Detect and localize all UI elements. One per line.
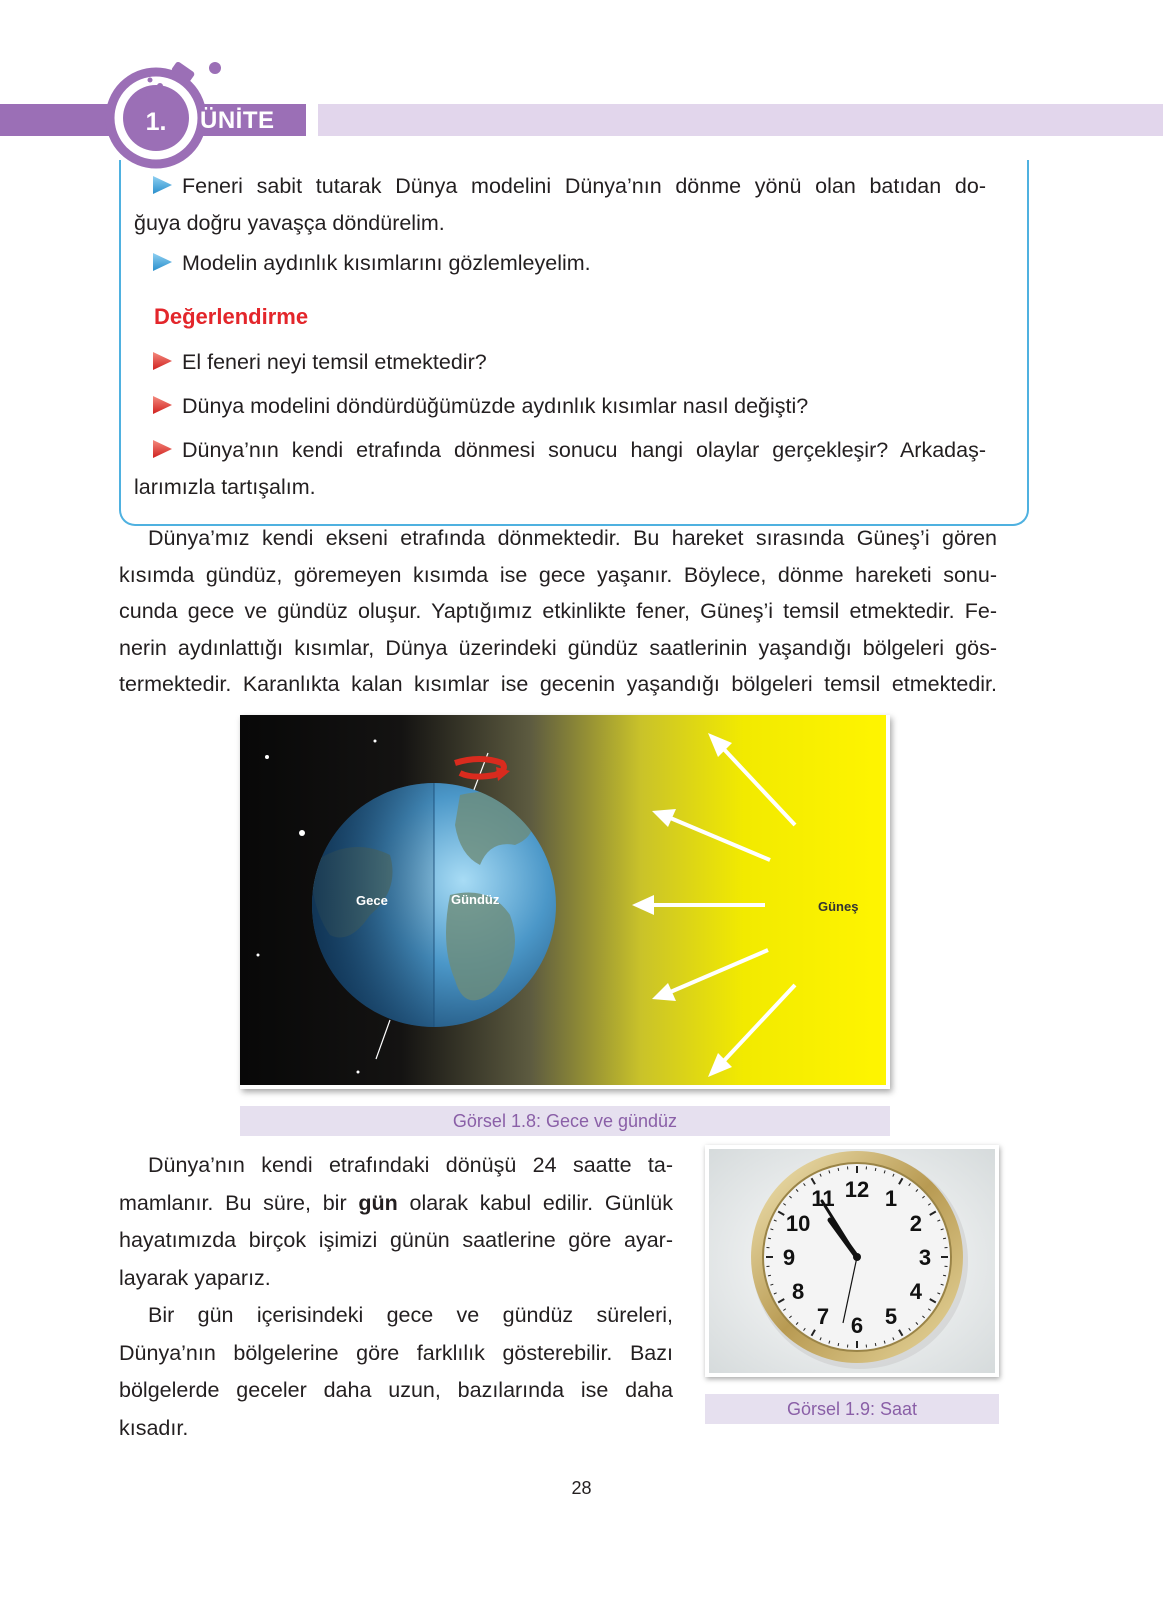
clock-number: 3 — [918, 1245, 932, 1270]
activity-step-1 — [134, 168, 986, 242]
clock-figure — [705, 1145, 999, 1377]
text-fragment: olarak kabul edilir. Günlük — [397, 1190, 673, 1215]
text-line: kısadır. — [119, 1415, 189, 1440]
day-label: Gündüz — [451, 892, 500, 907]
step-1-line-2: ğuya doğru yavaşça döndürelim. — [134, 211, 445, 235]
question-1-text: El feneri neyi temsil etmektedir? — [182, 350, 487, 374]
question-3-line-1: Dünya’nın kendi etrafında dönmesi sonucu hangi olaylar gerçekleşir? Arkadaş- — [182, 438, 986, 462]
evaluation-question-1 — [150, 344, 986, 381]
clock-number: 1 — [884, 1186, 898, 1212]
clock-number: 6 — [850, 1313, 864, 1338]
unit-header-band — [318, 104, 1163, 136]
body-line: termektedir. Karanlıkta kalan kısımlar ise gecenin yaşandığı bölgeleri temsil etmektedir. — [119, 672, 997, 696]
day-length-paragraph — [119, 1147, 673, 1447]
body-line: Dünya’mız kendi ekseni etrafında dönmektedir. Bu hareket sırasında Güneş’i gören — [148, 526, 997, 550]
figure-1-caption: Görsel 1.8: Gece ve gündüz — [240, 1106, 890, 1136]
clock-tick — [768, 1275, 771, 1276]
unit-label: ÜNİTE — [200, 107, 275, 134]
clock-number: 7 — [816, 1303, 830, 1329]
sun-label: Güneş — [818, 899, 859, 914]
text-line: bölgelerde geceler daha uzun, bazılarında ise daha — [119, 1378, 673, 1402]
clock-number: 2 — [909, 1211, 923, 1236]
clock-tick — [838, 1168, 839, 1171]
clock-tick — [943, 1238, 946, 1239]
clock-number: 11 — [811, 1186, 835, 1212]
bold-term-day: gün — [358, 1190, 398, 1215]
page-number: 28 — [571, 1478, 592, 1498]
activity-step-2 — [150, 245, 986, 282]
clock-number: 10 — [785, 1211, 811, 1236]
text-line: Bir gün içerisindeki gece ve gündüz süreleri, — [148, 1303, 673, 1327]
play-bullet-icon — [150, 350, 174, 372]
evaluation-question-3 — [134, 432, 986, 506]
clock-number: 9 — [782, 1245, 796, 1270]
body-line: cunda gece ve gündüz oluşur. Yaptığımız etkinlikte fener, Güneş’i temsil etmektedir. Fe- — [119, 599, 997, 623]
clock-tick — [943, 1275, 946, 1276]
evaluation-title: Değerlendirme — [154, 304, 309, 329]
clock-number: 4 — [909, 1279, 923, 1304]
body-line: nerin aydınlattığı kısımlar, Dünya üzerindeki gündüz saatlerinin yaşandığı bölgeleri gös- — [119, 635, 997, 660]
clock-tick — [875, 1168, 876, 1171]
text-line: layarak yaparız. — [119, 1265, 271, 1290]
play-bullet-icon — [150, 174, 174, 196]
step-1-line-1: Feneri sabit tutarak Dünya modelini Dünya’nın dönme yönü olan batıdan do- — [182, 174, 986, 198]
unit-number: 1. — [145, 108, 167, 136]
play-bullet-icon — [150, 394, 174, 416]
play-bullet-icon — [150, 438, 174, 460]
clock-tick — [838, 1343, 839, 1346]
clock-number: 5 — [884, 1303, 898, 1329]
clock-tick — [768, 1238, 771, 1239]
body-paragraph — [119, 520, 997, 703]
play-bullet-icon — [150, 251, 174, 273]
text-line: Dünya’nın kendi etrafındaki dönüşü 24 saatte ta- — [148, 1153, 673, 1177]
clock-number: 12 — [844, 1177, 870, 1202]
question-3-line-2: larımızla tartışalım. — [134, 475, 316, 499]
evaluation-question-2 — [150, 388, 986, 425]
figure-2-caption: Görsel 1.9: Saat — [705, 1394, 999, 1424]
body-line: kısımda gündüz, göremeyen kısımda ise gece yaşanır. Böylece, dönme hareketi sonu- — [119, 562, 997, 587]
night-label: Gece — [356, 893, 388, 908]
clock-tick — [875, 1343, 876, 1346]
text-line — [119, 1185, 673, 1223]
clock-number: 8 — [791, 1279, 805, 1304]
question-2-text: Dünya modelini döndürdüğümüzde aydınlık kısımlar nasıl değişti? — [182, 394, 809, 418]
text-fragment: mamlanır. Bu süre, bir — [119, 1190, 359, 1215]
step-2-text: Modelin aydınlık kısımlarını gözlemleyelim. — [182, 251, 591, 275]
day-night-figure — [240, 715, 890, 1089]
text-line: Dünya’nın bölgelerine göre farklılık gösterebilir. Bazı — [119, 1340, 673, 1365]
text-line: hayatımızda birçok işimizi günün saatlerine göre ayar- — [119, 1228, 673, 1252]
